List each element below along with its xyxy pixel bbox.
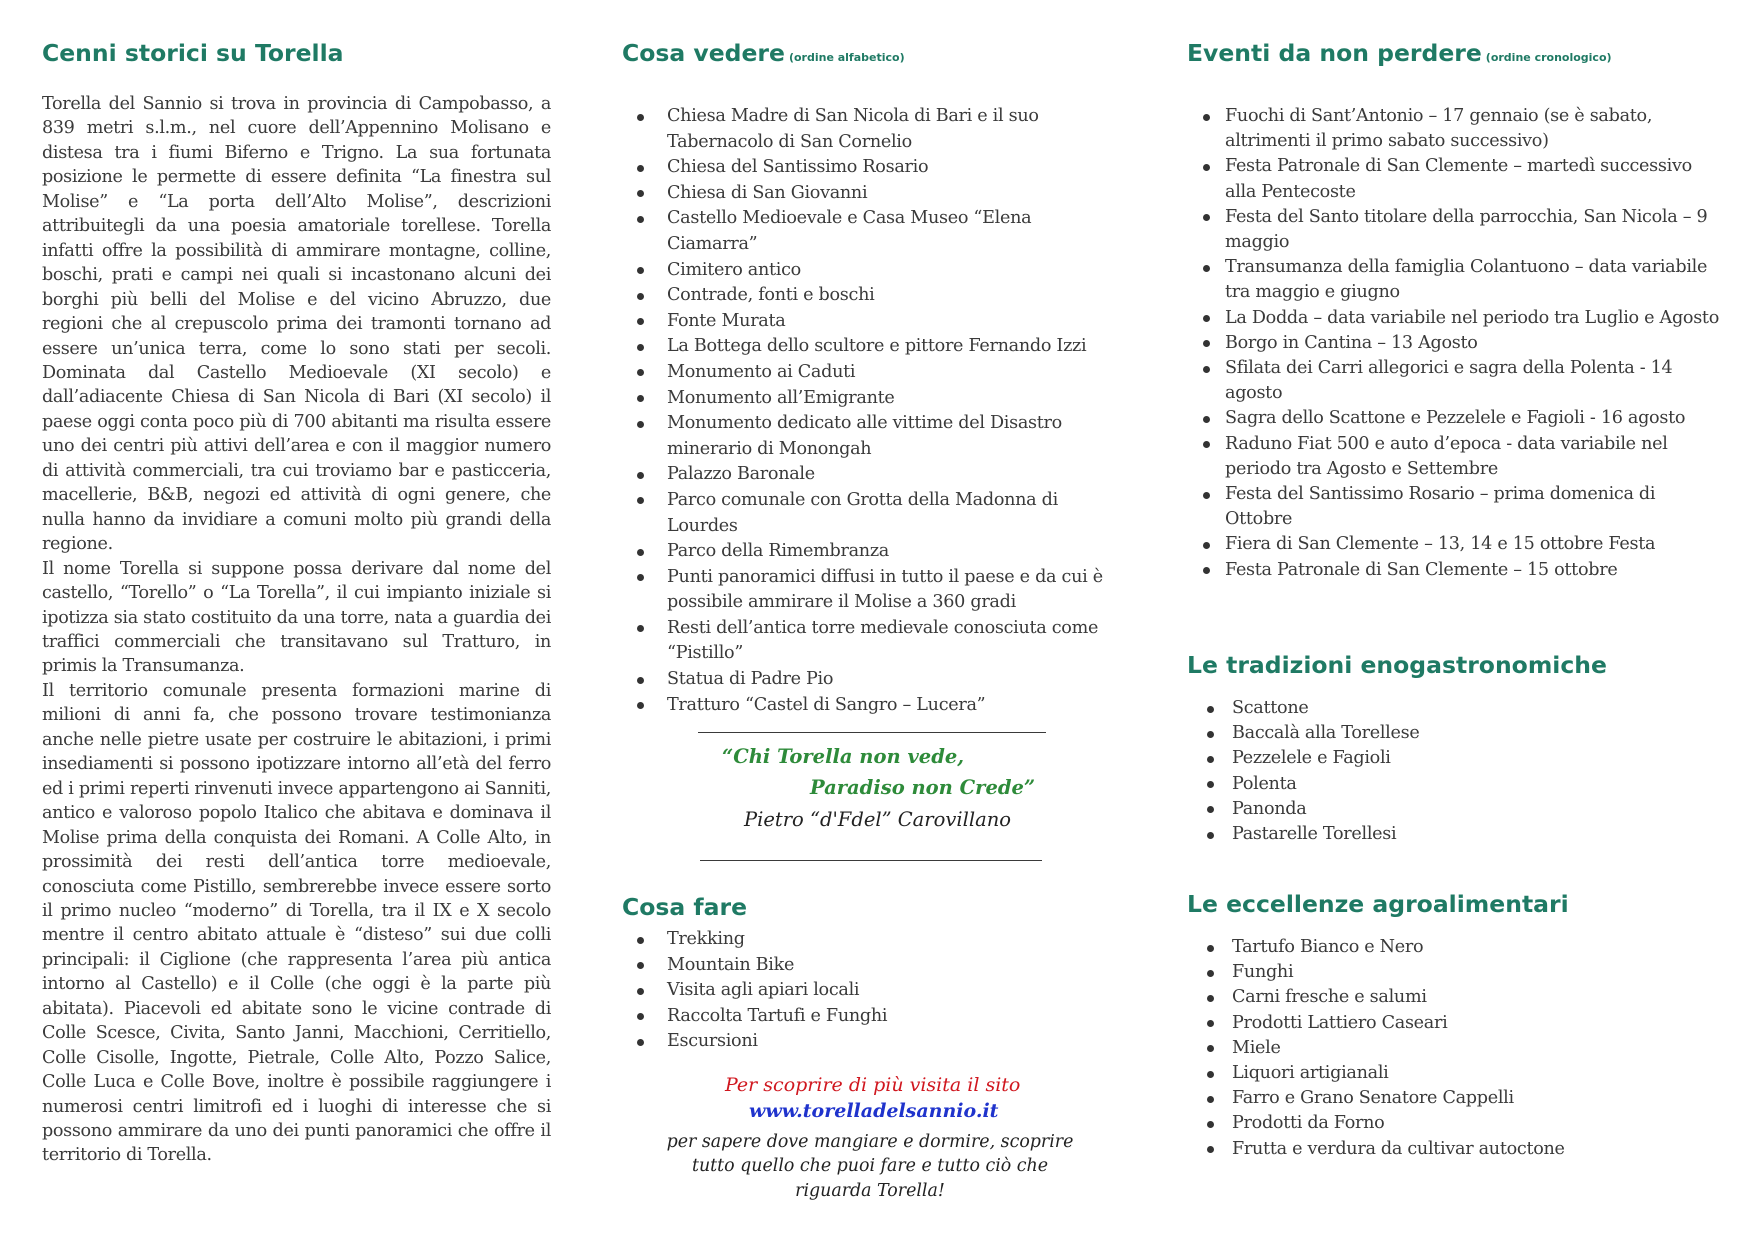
quote-author: Pietro “d'Fdel” Carovillano xyxy=(744,808,1012,831)
cta-line: Per scoprire di più visita il sito xyxy=(725,1074,1021,1096)
list-item: Fiera di San Clemente – 13, 14 e 15 ottobre Festa xyxy=(1187,532,1727,557)
sights-title-note: (ordine alfabetico) xyxy=(788,51,905,64)
events-title-note: (ordine cronologico) xyxy=(1485,51,1612,64)
activities-title: Cosa fare xyxy=(622,893,748,921)
list-item: Pastarelle Torellesi xyxy=(1187,822,1727,847)
events-list xyxy=(1187,104,1727,583)
cta-description: per sapere dove mangiare e dormire, scoprire tutto quello che puoi fare e tutto ciò che riguarda Torella! xyxy=(666,1132,1074,1201)
list-item: Monumento dedicato alle vittime del Disastro minerario di Monongah xyxy=(622,411,1122,462)
list-item: Fonte Murata xyxy=(622,309,1122,335)
list-item: Scattone xyxy=(1187,696,1727,721)
list-item: Raccolta Tartufi e Funghi xyxy=(622,1004,1122,1030)
quote-line-1: “Chi Torella non vede, xyxy=(722,745,965,768)
list-item: Sfilata dei Carri allegorici e sagra della Polenta - 14 agosto xyxy=(1187,356,1727,406)
list-item: Polenta xyxy=(1187,772,1727,797)
list-item: Statua di Padre Pio xyxy=(622,667,1122,693)
events-title-main: Eventi da non perdere xyxy=(1187,39,1482,67)
list-item: Visita agli apiari locali xyxy=(622,978,1122,1004)
list-item: Sagra dello Scattone e Pezzelele e Fagioli - 16 agosto xyxy=(1187,406,1727,431)
history-paragraph-3: Il territorio comunale presenta formazioni marine di milioni di anni fa, che possono trovare testimonianza anche nelle pietre usate per costruire le abitazioni, i primi insediamenti si possono ipotizzare intorno all’età del ferro ed i primi reperti rinvenuti invece appartengono ai Sanniti, antico e valoroso popolo Italico che abitava e dominava il Molise prima della conquista dei Romani. A Colle Alto, in prossimità dei resti dell’antica torre medioevale, conosciuta come Pistillo, sembrerebbe invece essere sorto il primo nucleo “moderno” di Torella, tra il IX e X secolo mentre il centro abitato attuale è “disteso” sui due colli principali: il Ciglione (che rappresenta l’area più antica intorno al Castello) e il Colle (che oggi è la parte più abitata). Piacevoli ed abitate sono le vicine contrade di Colle Scesce, Civita, Santo Janni, Macchioni, Cerritiello, Colle Cisolle, Ingotte, Pietrale, Colle Alto, Pozzo Salice, Colle Luca e Colle Bove, inoltre è possibile raggiungere i numerosi centri limitrofi ed i luoghi di interesse che si possono ammirare da uno dei punti panoramici che offre il territorio di Torella. xyxy=(42,680,551,1166)
history-text xyxy=(42,92,551,1168)
list-item: Farro e Grano Senatore Cappelli xyxy=(1187,1086,1727,1111)
list-item: Fuochi di Sant’Antonio – 17 gennaio (se è sabato, altrimenti il primo sabato successivo) xyxy=(1187,104,1727,154)
list-item: Frutta e verdura da cultivar autoctone xyxy=(1187,1137,1727,1162)
list-item: Parco comunale con Grotta della Madonna di Lourdes xyxy=(622,488,1122,539)
history-paragraph-2: Il nome Torella si suppone possa derivare dal nome del castello, “Torello” o “La Torella”, il cui impianto iniziale si ipotizza sia stato costituito da una torre, nata a guardia dei traffici commerciali che transitavano sul Tratturo, in primis la Transumanza. xyxy=(42,558,551,677)
list-item: Mountain Bike xyxy=(622,953,1122,979)
list-item: Festa Patronale di San Clemente – martedì successivo alla Pentecoste xyxy=(1187,154,1727,204)
sights-list xyxy=(622,104,1122,718)
list-item: Monumento ai Caduti xyxy=(622,360,1122,386)
list-item: Festa Patronale di San Clemente – 15 ottobre xyxy=(1187,558,1727,583)
quote-line-2: Paradiso non Crede” xyxy=(810,776,1036,799)
activities-list xyxy=(622,927,1122,1055)
history-paragraph-1: Torella del Sannio si trova in provincia di Campobasso, a 839 metri s.l.m., nel cuore dell’Appennino Molisano e distesa tra i fiumi Biferno e Trigno. La sua fortunata posizione le permette di essere definita “La finestra sul Molise” e “La porta dell’Alto Molise”, descrizioni attribuitegli da una poesia amatoriale torellese. Torella infatti offre la possibilità di ammirare montagne, colline, boschi, prati e campi nei quali si incastonano alcuni dei borghi più belli del Molise e del vicino Abruzzo, due regioni che al crepuscolo prima dei tramonti tornano ad essere un’unica terra, come lo sono stati per secoli. Dominata dal Castello Medioevale (XI secolo) e dall’adiacente Chiesa di San Nicola di Bari (XI secolo) il paese oggi conta poco più di 700 abitanti ma risulta essere uno dei centri più attivi dell’area e con il maggior numero di attività commerciali, tra cui troviamo bar e pasticceria, macellerie, B&B, negozi ed attività di ogni genere, che nulla hanno da invidiare a comuni molto più grandi della regione. xyxy=(42,94,551,555)
history-title: Cenni storici su Torella xyxy=(42,39,344,67)
list-item: Liquori artigianali xyxy=(1187,1061,1727,1086)
excellences-list xyxy=(1187,935,1727,1162)
list-item: Punti panoramici diffusi in tutto il paese e da cui è possibile ammirare il Molise a 360 gradi xyxy=(622,565,1122,616)
list-item: Prodotti da Forno xyxy=(1187,1111,1727,1136)
list-item: Chiesa di San Giovanni xyxy=(622,181,1122,207)
list-item: La Dodda – data variabile nel periodo tra Luglio e Agosto xyxy=(1187,306,1727,331)
list-item: Prodotti Lattiero Caseari xyxy=(1187,1011,1727,1036)
events-title xyxy=(1187,38,1612,73)
list-item: Cimitero antico xyxy=(622,258,1122,284)
list-item: Parco della Rimembranza xyxy=(622,539,1122,565)
list-item: Festa del Santissimo Rosario – prima domenica di Ottobre xyxy=(1187,482,1727,532)
divider-top xyxy=(698,732,1046,733)
list-item: Monumento all’Emigrante xyxy=(622,386,1122,412)
list-item: La Bottega dello scultore e pittore Fernando Izzi xyxy=(622,334,1122,360)
sights-title-main: Cosa vedere xyxy=(622,39,785,67)
list-item: Escursioni xyxy=(622,1029,1122,1055)
list-item: Palazzo Baronale xyxy=(622,462,1122,488)
list-item: Tartufo Bianco e Nero xyxy=(1187,935,1727,960)
excellences-title: Le eccellenze agroalimentari xyxy=(1187,890,1569,918)
list-item: Chiesa Madre di San Nicola di Bari e il suo Tabernacolo di San Cornelio xyxy=(622,104,1122,155)
list-item: Borgo in Cantina – 13 Agosto xyxy=(1187,331,1727,356)
website-link[interactable]: www.torelladelsannio.it xyxy=(749,1100,999,1122)
list-item: Miele xyxy=(1187,1036,1727,1061)
list-item: Resti dell’antica torre medievale conosciuta come “Pistillo” xyxy=(622,616,1122,667)
sights-title xyxy=(622,38,905,73)
list-item: Contrade, fonti e boschi xyxy=(622,283,1122,309)
list-item: Funghi xyxy=(1187,960,1727,985)
list-item: Trekking xyxy=(622,927,1122,953)
list-item: Chiesa del Santissimo Rosario xyxy=(622,155,1122,181)
list-item: Tratturo “Castel di Sangro – Lucera” xyxy=(622,693,1122,719)
list-item: Carni fresche e salumi xyxy=(1187,985,1727,1010)
list-item: Raduno Fiat 500 e auto d’epoca - data variabile nel periodo tra Agosto e Settembre xyxy=(1187,432,1727,482)
list-item: Baccalà alla Torellese xyxy=(1187,721,1727,746)
list-item: Panonda xyxy=(1187,797,1727,822)
list-item: Transumanza della famiglia Colantuono – data variabile tra maggio e giugno xyxy=(1187,255,1727,305)
traditions-list xyxy=(1187,696,1727,847)
list-item: Festa del Santo titolare della parrocchia, San Nicola – 9 maggio xyxy=(1187,205,1727,255)
list-item: Castello Medioevale e Casa Museo “Elena Ciamarra” xyxy=(622,206,1122,257)
traditions-title: Le tradizioni enogastronomiche xyxy=(1187,651,1607,679)
list-item: Pezzelele e Fagioli xyxy=(1187,746,1727,771)
divider-bottom xyxy=(700,860,1042,861)
